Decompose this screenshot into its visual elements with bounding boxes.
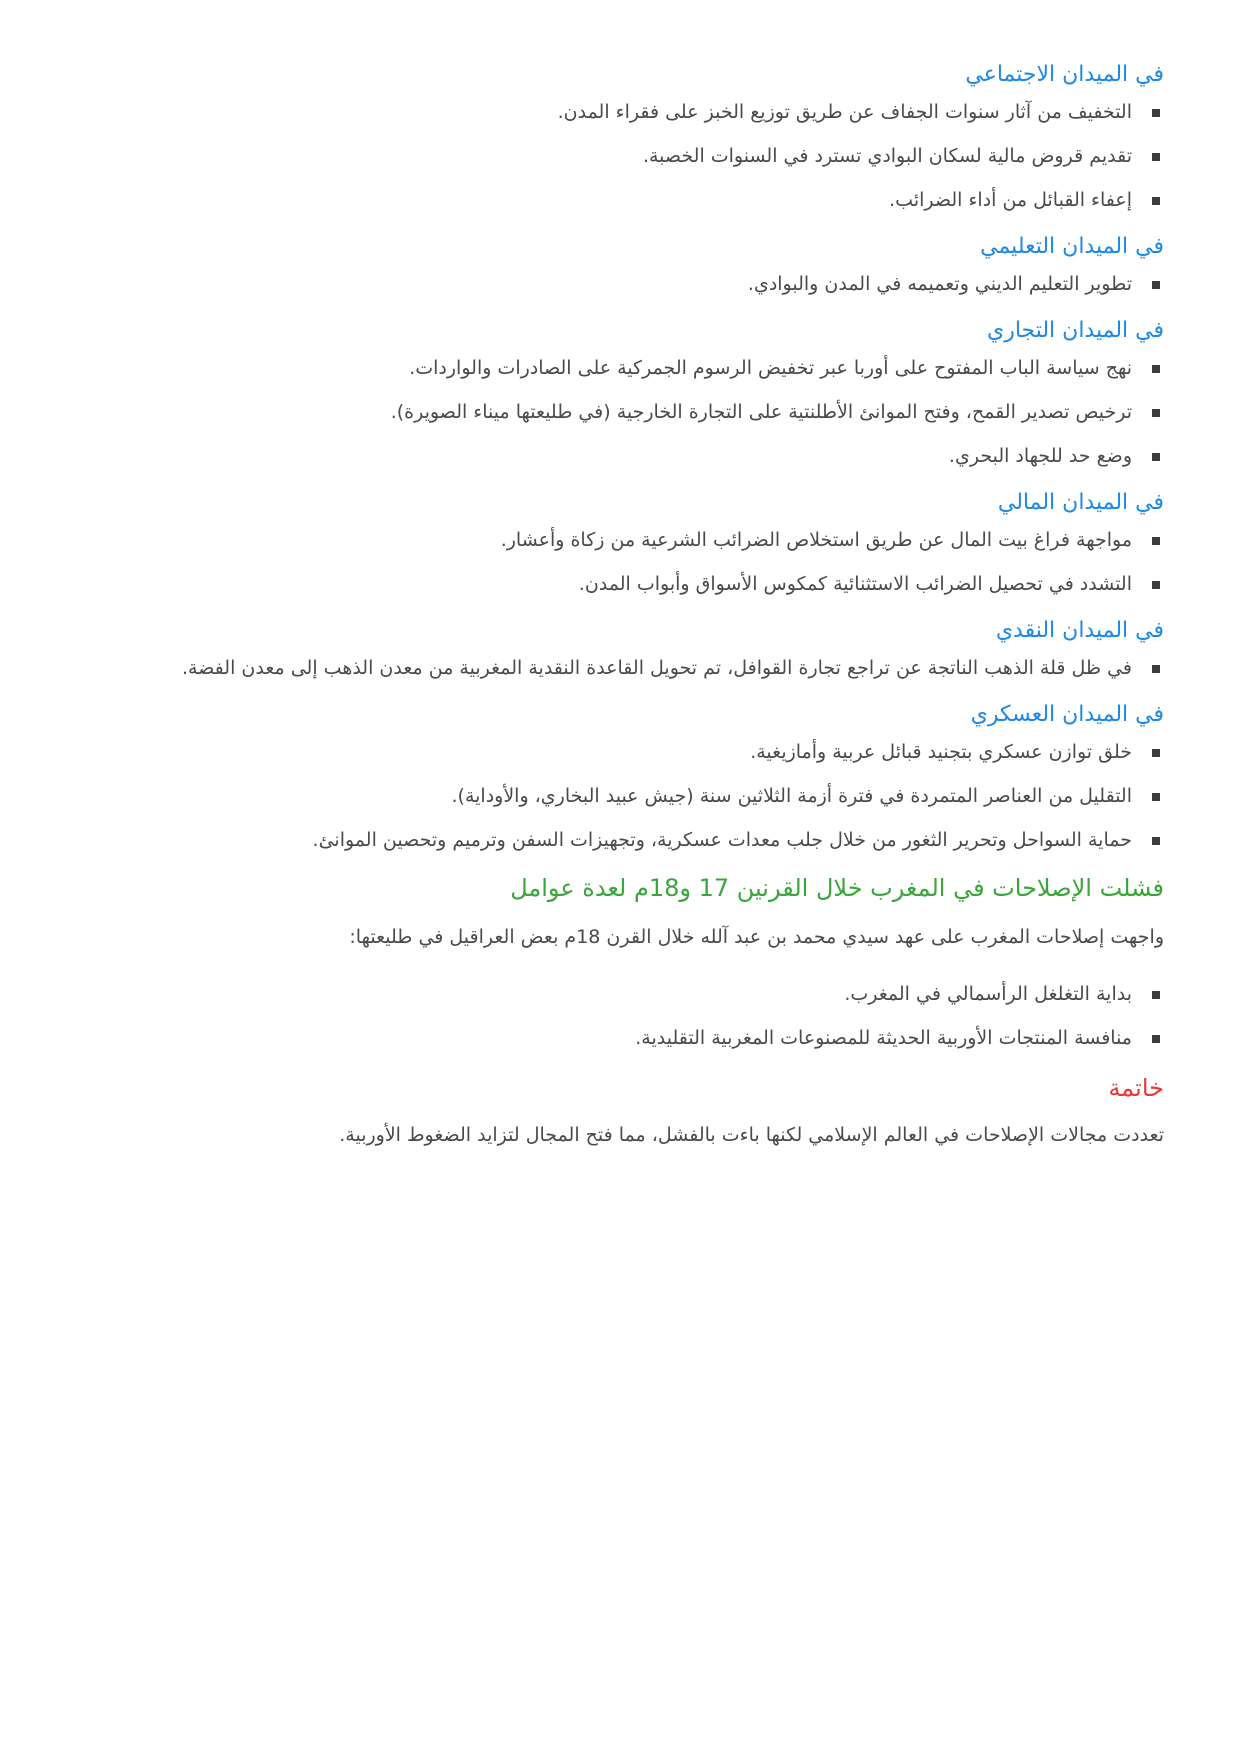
square-bullet-icon [1152, 1035, 1160, 1043]
list-item [60, 656, 1164, 680]
list-item [60, 272, 1164, 296]
list-item-text: نهج سياسة الباب المفتوح على أوربا عبر تخفيض الرسوم الجمركية على الصادرات والواردات. [409, 357, 1132, 379]
list-item [60, 740, 1164, 764]
square-bullet-icon [1152, 153, 1160, 161]
section-heading-finance: في الميدان المالي [997, 490, 1164, 515]
section-heading-monetary: في الميدان النقدي [995, 618, 1164, 643]
square-bullet-icon [1152, 109, 1160, 117]
list-item-text: إعفاء القبائل من أداء الضرائب. [889, 189, 1132, 211]
list-item [60, 100, 1164, 124]
list-item-text: تطوير التعليم الديني وتعميمه في المدن والبوادي. [747, 273, 1132, 295]
section-list-social [60, 100, 1164, 212]
failure-list [60, 982, 1164, 1050]
square-bullet-icon [1152, 581, 1160, 589]
square-bullet-icon [1152, 665, 1160, 673]
list-item-text: التقليل من العناصر المتمردة في فترة أزمة الثلاثين سنة (جيش عبيد البخاري، والأوداية). [451, 785, 1132, 807]
section-heading-social: في الميدان الاجتماعي [965, 62, 1164, 87]
list-item-text: منافسة المنتجات الأوربية الحديثة للمصنوعات المغربية التقليدية. [635, 1027, 1132, 1049]
list-item-text: وضع حد للجهاد البحري. [948, 445, 1132, 467]
list-item-text: خلق توازن عسكري بتجنيد قبائل عربية وأمازيغية. [750, 741, 1132, 763]
square-bullet-icon [1152, 537, 1160, 545]
section-list-education [60, 272, 1164, 296]
list-item-text: ترخيص تصدير القمح، وفتح الموانئ الأطلنتية على التجارة الخارجية (في طليعتها ميناء الصويرة). [390, 401, 1132, 423]
section-heading-education: في الميدان التعليمي [980, 234, 1164, 259]
section-list-military [60, 740, 1164, 852]
list-item-text: مواجهة فراغ بيت المال عن طريق استخلاص الضرائب الشرعية من زكاة وأعشار. [500, 529, 1132, 551]
list-item-text: التشدد في تحصيل الضرائب الاستثنائية كمكوس الأسواق وأبواب المدن. [578, 573, 1132, 595]
list-item-text: حماية السواحل وتحرير الثغور من خلال جلب معدات عسكرية، وتجهيزات السفن وترميم وتحصين الموانئ. [312, 829, 1132, 851]
list-item-text: بداية التغلغل الرأسمالي في المغرب. [844, 983, 1132, 1005]
list-item [60, 1026, 1164, 1050]
list-item [60, 828, 1164, 852]
section-heading-military: في الميدان العسكري [970, 702, 1164, 727]
square-bullet-icon [1152, 409, 1160, 417]
square-bullet-icon [1152, 991, 1160, 999]
square-bullet-icon [1152, 281, 1160, 289]
failure-heading: فشلت الإصلاحات في المغرب خلال القرنين 17 و18م لعدة عوامل [510, 874, 1164, 902]
list-item [60, 188, 1164, 212]
section-list-finance [60, 528, 1164, 596]
list-item-text: تقديم قروض مالية لسكان البوادي تسترد في السنوات الخصبة. [642, 145, 1132, 167]
section-heading-trade: في الميدان التجاري [986, 318, 1164, 343]
list-item [60, 528, 1164, 552]
section-list-monetary [60, 656, 1164, 680]
list-item [60, 784, 1164, 808]
list-item [60, 144, 1164, 168]
section-list-trade [60, 356, 1164, 468]
square-bullet-icon [1152, 197, 1160, 205]
square-bullet-icon [1152, 793, 1160, 801]
list-item [60, 400, 1164, 424]
square-bullet-icon [1152, 837, 1160, 845]
list-item-text: في ظل قلة الذهب الناتجة عن تراجع تجارة القوافل، تم تحويل القاعدة النقدية المغربية من معدن الذهب إلى معدن الفضة. [181, 657, 1132, 679]
square-bullet-icon [1152, 365, 1160, 373]
list-item [60, 572, 1164, 596]
list-item [60, 444, 1164, 468]
list-item [60, 982, 1164, 1006]
failure-intro: واجهت إصلاحات المغرب على عهد سيدي محمد بن عبد آلله خلال القرن 18م بعض العراقيل في طليعتها: [349, 926, 1164, 948]
list-item [60, 356, 1164, 380]
square-bullet-icon [1152, 749, 1160, 757]
list-item-text: التخفيف من آثار سنوات الجفاف عن طريق توزيع الخبز على فقراء المدن. [557, 101, 1132, 123]
conclusion-heading: خاتمة [1108, 1074, 1164, 1102]
conclusion-text: تعددت مجالات الإصلاحات في العالم الإسلامي لكنها باءت بالفشل، مما فتح المجال لتزايد الضغوط الأوربية. [339, 1124, 1164, 1146]
square-bullet-icon [1152, 453, 1160, 461]
